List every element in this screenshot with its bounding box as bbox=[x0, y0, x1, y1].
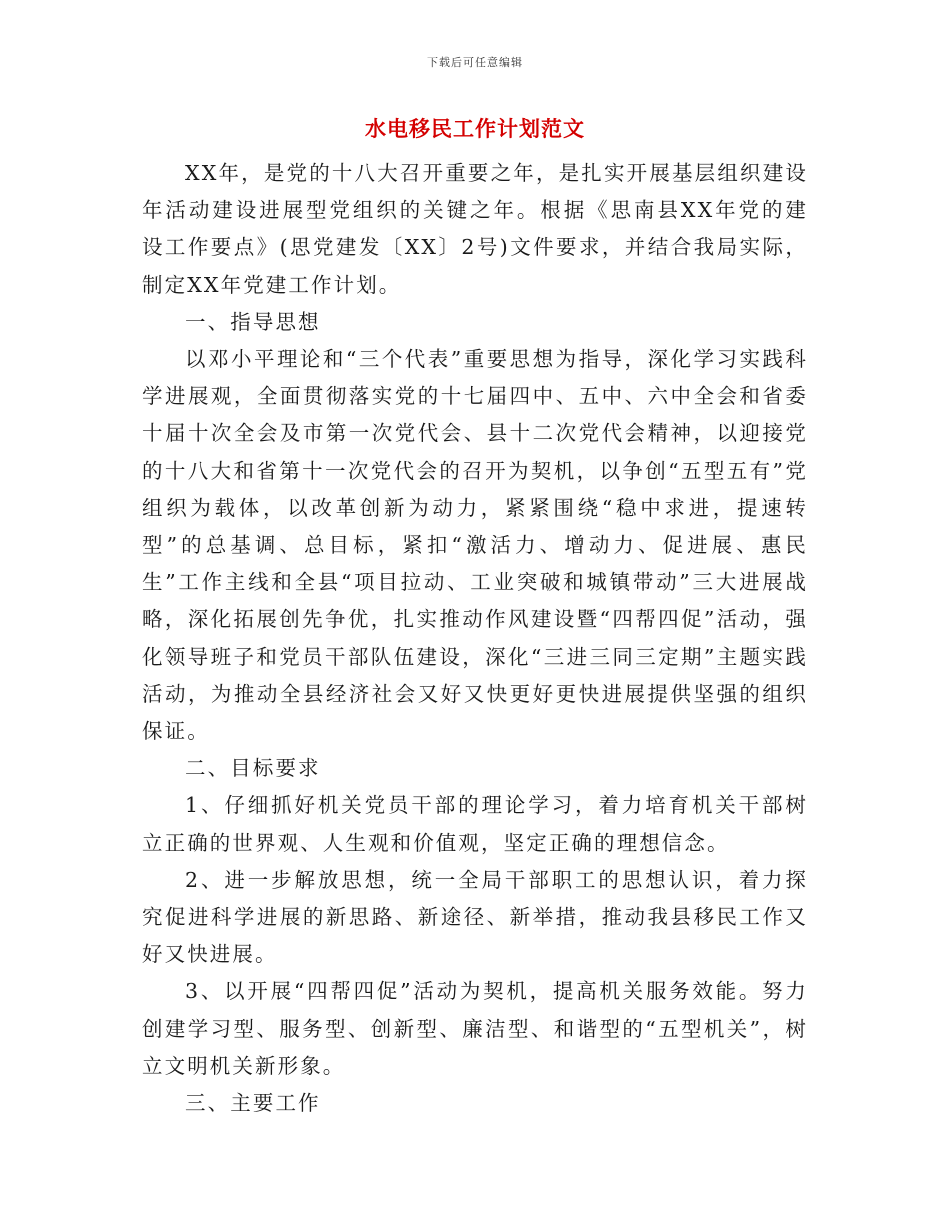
section-heading-guiding-thought: 一、指导思想 bbox=[185, 309, 321, 334]
document-body bbox=[142, 155, 808, 1122]
section-heading-main-work: 三、主要工作 bbox=[185, 1091, 321, 1116]
goal-item-1: 1、仔细抓好机关党员干部的理论学习，着力培育机关干部树立正确的世界观、人生观和价值观，坚定正确的理想信念。 bbox=[142, 793, 808, 855]
goal-item-3: 3、以开展“四帮四促”活动为契机，提高机关服务效能。努力创建学习型、服务型、创新型、廉洁型、和谐型的“五型机关”，树立文明机关新形象。 bbox=[142, 979, 808, 1078]
header-note: 下载后可任意编辑 bbox=[427, 56, 523, 69]
section-heading-goals: 二、目标要求 bbox=[185, 756, 321, 781]
intro-paragraph: XX年，是党的十八大召开重要之年，是扎实开展基层组织建设年活动建设进展型党组织的关键之年。根据《思南县XX年党的建设工作要点》(思党建发〔XX〕2号)文件要求，并结合我局实际，制定XX年党建工作计划。 bbox=[142, 161, 808, 297]
guiding-thought-paragraph: 以邓小平理论和“三个代表”重要思想为指导，深化学习实践科学进展观，全面贯彻落实党的十七届四中、五中、六中全会和省委十届十次全会及市第一次党代会、县十二次党代会精神，以迎接党的十八大和省第十一次党代会的召开为契机，以争创“五型五有”党组织为载体，以改革创新为动力，紧紧围绕“稳中求进，提速转型”的总基调、总目标，紧扣“激活力、增动力、促进展、惠民生”工作主线和全县“项目拉动、工业突破和城镇带动”三大进展战略，深化拓展创先争优，扎实推动作风建设暨“四帮四促”活动，强化领导班子和党员干部队伍建设，深化“三进三同三定期”主题实践活动，为推动全县经济社会又好又快更好更快进展提供坚强的组织保证。 bbox=[142, 347, 808, 744]
document-title: 水电移民工作计划范文 bbox=[365, 116, 585, 141]
goal-item-2: 2、进一步解放思想，统一全局干部职工的思想认识，着力探究促进科学进展的新思路、新途径、新举措，推动我县移民工作又好又快进展。 bbox=[142, 867, 808, 967]
